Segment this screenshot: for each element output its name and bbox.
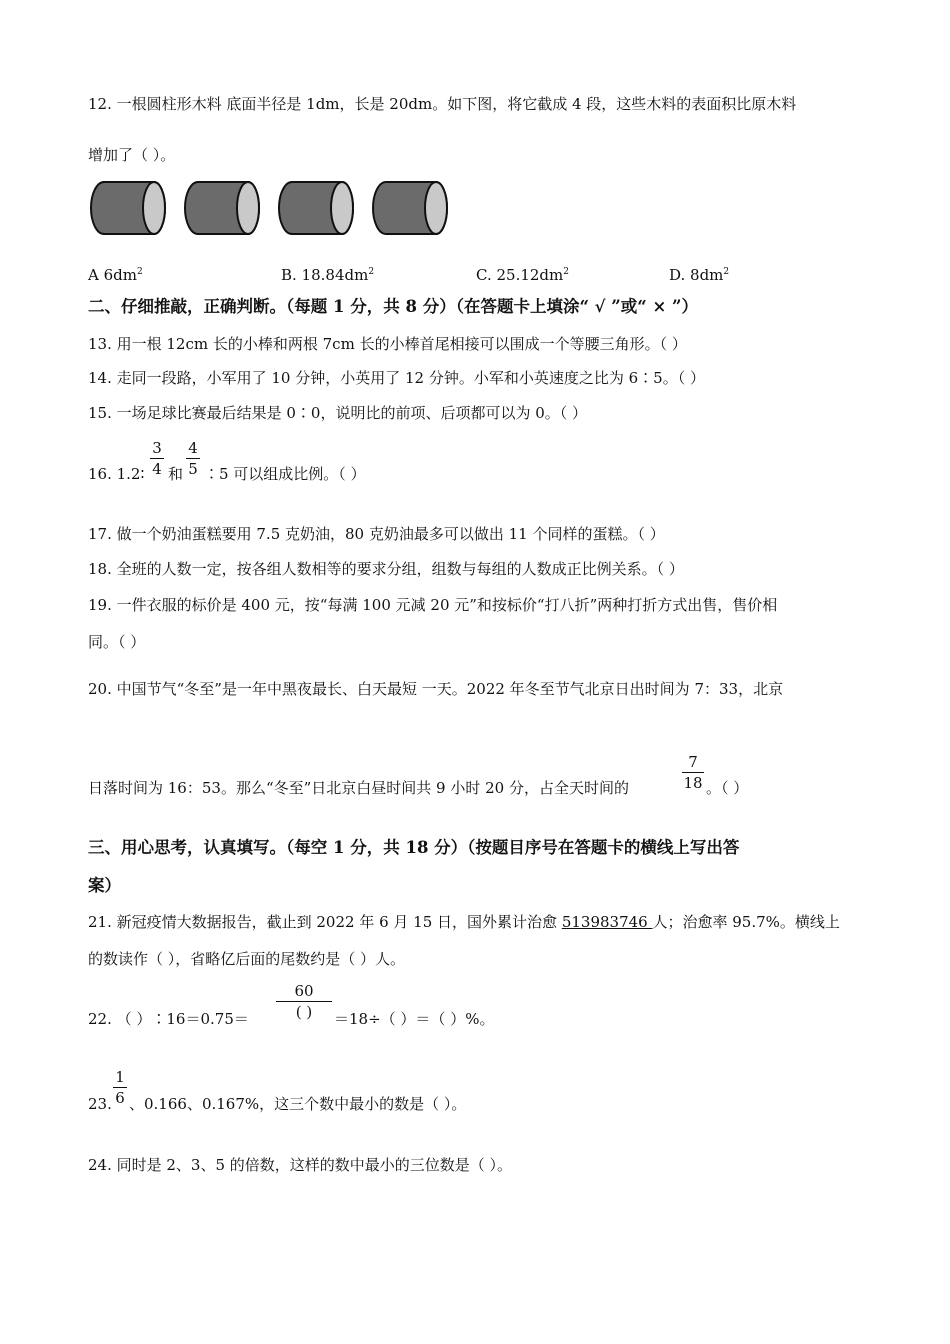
q22-frac-den: ( )	[295, 1003, 313, 1021]
cylinder-piece-4	[370, 180, 450, 236]
q16-frac2-den: 5	[188, 460, 198, 478]
q22-prefix: 22. （ ）∶16＝0.75＝	[88, 1010, 249, 1028]
q22-suffix: ＝18÷（ ）＝（ ）%。	[334, 1010, 495, 1028]
q12-option-a[interactable]	[88, 262, 143, 285]
q19-line1: 19. 一件衣服的标价是 400 元，按“每满 100 元减 20 元”和按标价“打八折”两种打折方式出售，售价相	[88, 596, 778, 614]
q22-frac-num: 60	[294, 982, 314, 1000]
q14-text: 14. 走同一段路，小军用了 10 分钟，小英用了 12 分钟。小军和小英速度之比为 6∶5。（ ）	[88, 369, 705, 387]
q16-mid: 和	[168, 465, 184, 483]
option-c-sup: 2	[563, 267, 569, 277]
q12-line1: 12. 一根圆柱形木料 底面半径是 1dm，长是 20dm。如下图，将它截成 4 段，这些木料的表面积比原木料	[88, 95, 797, 113]
q23-frac-den: 6	[115, 1089, 125, 1107]
option-b-label: B. 18.84dm	[281, 266, 369, 284]
q16-prefix: 16. 1.2∶	[88, 465, 145, 483]
q22-fraction	[276, 983, 332, 1020]
option-a-label: A 6dm	[88, 266, 137, 284]
q20-fraction	[682, 754, 704, 791]
section3-title-line2: 案）	[88, 876, 121, 895]
q20-line2-suffix: 。（ ）	[706, 779, 749, 797]
q23-frac-num: 1	[115, 1068, 125, 1086]
q16-fraction-1	[150, 440, 164, 477]
q16-fraction-2	[186, 440, 200, 477]
q16-frac1-num: 3	[152, 439, 162, 457]
q15-text: 15. 一场足球比赛最后结果是 0∶0，说明比的前项、后项都可以为 0。（ ）	[88, 404, 588, 422]
cylinder-piece-1	[88, 180, 168, 236]
q20-frac-den: 18	[683, 774, 703, 792]
q23-suffix: 、0.166、0.167%，这三个数中最小的数是（ ）。	[129, 1095, 467, 1113]
q21-line1	[88, 912, 840, 932]
q24-text: 24. 同时是 2、3、5 的倍数，这样的数中最小的三位数是（ ）。	[88, 1156, 513, 1174]
q19-line2: 同。（ ）	[88, 633, 146, 651]
q12-option-c[interactable]	[476, 262, 569, 285]
q16-frac2-num: 4	[188, 439, 198, 457]
cylinder-piece-2	[182, 180, 262, 236]
option-b-sup: 2	[368, 267, 375, 277]
section2-title: 二、仔细推敲，正确判断。（每题 1 分，共 8 分）（在答题卡上填涂“ √ ”或“ × ”）	[88, 297, 699, 316]
q18-text: 18. 全班的人数一定，按各组人数相等的要求分组，组数与每组的人数成正比例关系。（ ）	[88, 560, 684, 578]
q23-fraction	[113, 1069, 127, 1106]
option-d-label: D. 8dm	[669, 266, 724, 284]
section3-title-line1: 三、用心思考，认真填写。（每空 1 分，共 18 分）（按题目序号在答题卡的横线上写出答	[88, 838, 740, 857]
option-c-label: C. 25.12dm	[476, 266, 564, 284]
q20-line1: 20. 中国节气“冬至”是一年中黑夜最长、白天最短 一天。2022 年冬至节气北京日出时间为 7：33，北京	[88, 680, 784, 698]
cylinder-piece-3	[276, 180, 356, 236]
q21-underlined-number: 513983746	[561, 913, 653, 931]
q12-option-d[interactable]	[669, 262, 729, 285]
q12-line2: 增加了（ ）。	[88, 146, 176, 164]
q21-suffix: 人；治愈率 95.7%。横线上	[652, 913, 840, 931]
q16-frac1-den: 4	[152, 460, 162, 478]
option-a-sup: 2	[136, 267, 143, 277]
q21-line2: 的数读作（ ），省略亿后面的尾数约是（ ）人。	[88, 950, 406, 968]
q13-text: 13. 用一根 12cm 长的小棒和两根 7cm 长的小棒首尾相接可以围成一个等腰三角形。（ ）	[88, 335, 687, 353]
option-d-sup: 2	[723, 267, 730, 277]
q16-suffix: ∶5 可以组成比例。（ ）	[204, 465, 366, 483]
q17-text: 17. 做一个奶油蛋糕要用 7.5 克奶油，80 克奶油最多可以做出 11 个同样的蛋糕。（ ）	[88, 525, 665, 543]
q12-option-b[interactable]	[281, 262, 374, 285]
q20-line2-prefix: 日落时间为 16：53。那么“冬至”日北京白昼时间共 9 小时 20 分，占全天时间的	[88, 779, 629, 797]
q23-prefix: 23.	[88, 1095, 112, 1113]
q21-prefix: 21. 新冠疫情大数据报告，截止到 2022 年 6 月 15 日，国外累计治愈	[88, 913, 562, 931]
q20-frac-num: 7	[688, 753, 698, 771]
